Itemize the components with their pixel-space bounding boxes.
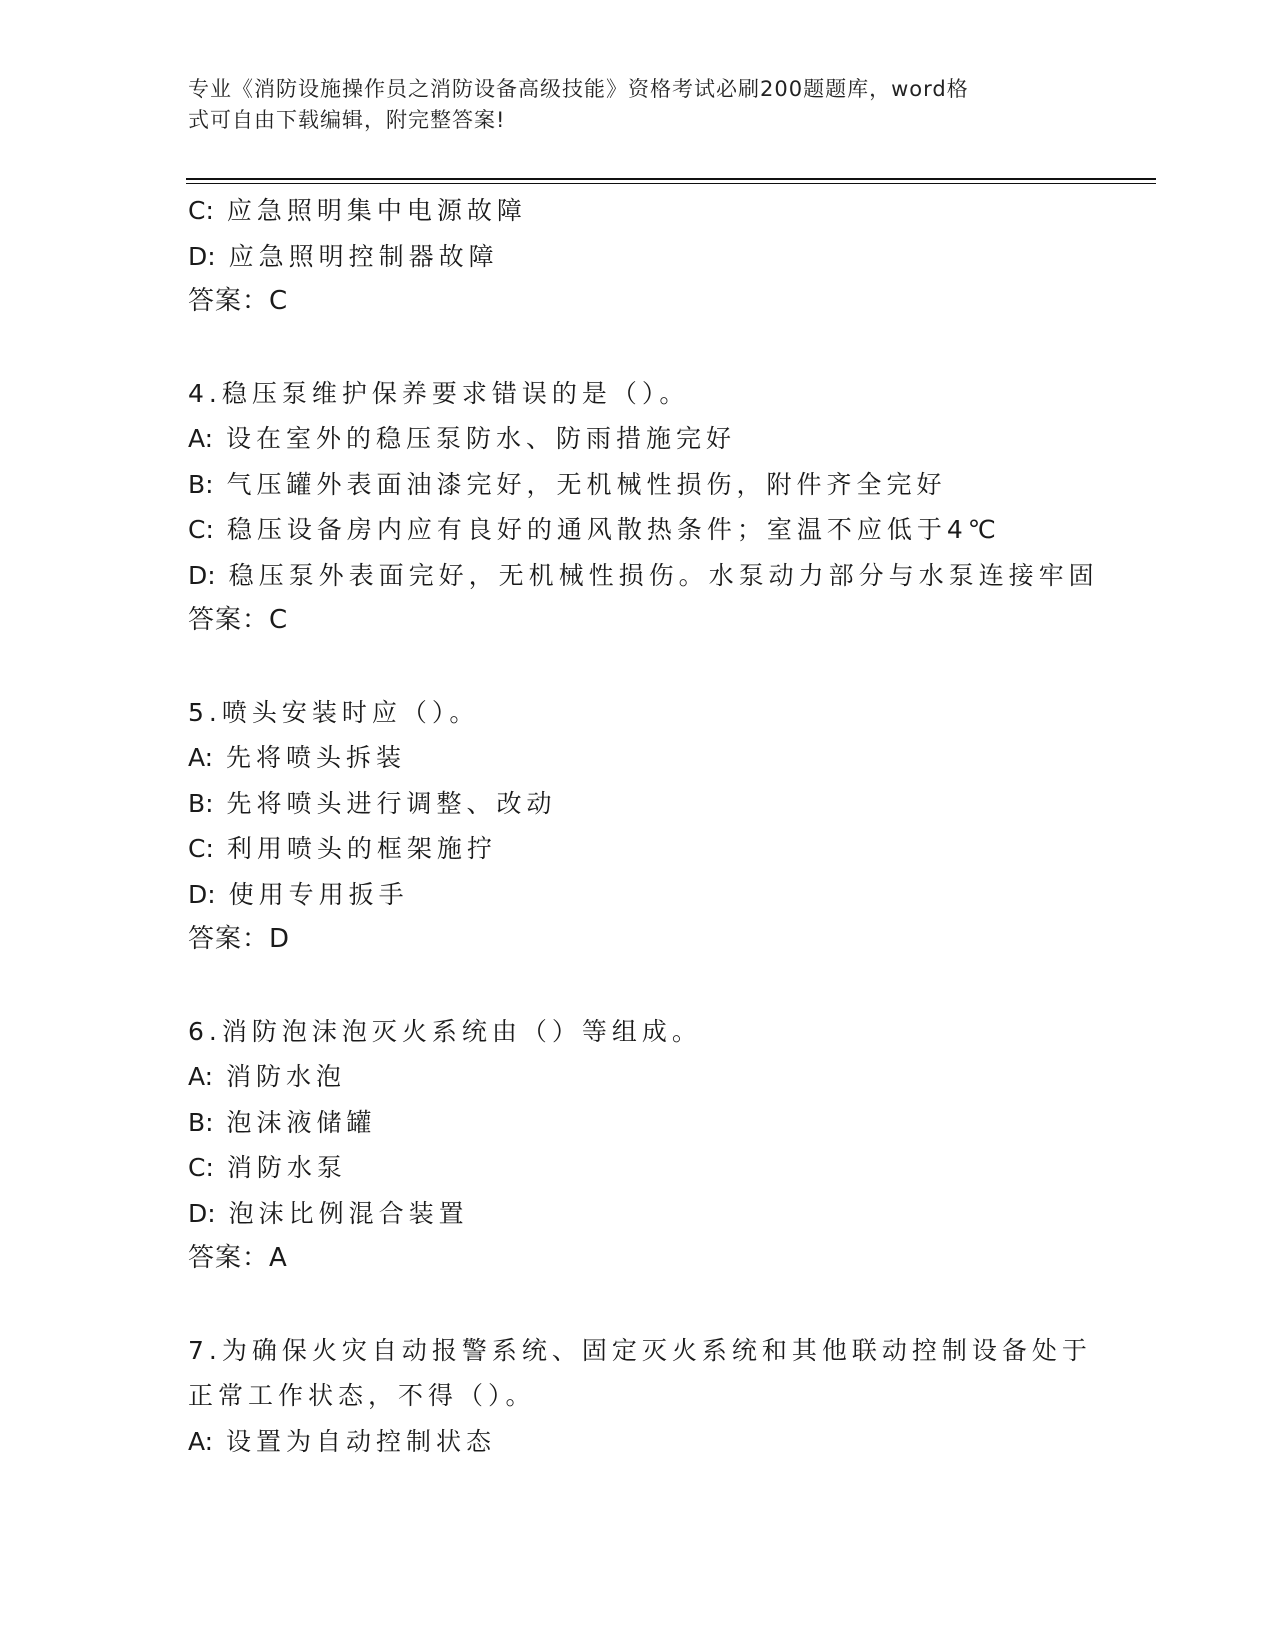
spacer: [188, 1282, 1148, 1328]
header-rule-thin: [186, 183, 1156, 184]
question-stem: 6.消防泡沫泡灭火系统由（）等组成。: [188, 1016, 702, 1046]
option-d: D: 泡沫比例混合装置: [188, 1198, 469, 1228]
spacer: [188, 644, 1148, 690]
header-line-1: 专业《消防设施操作员之消防设备高级技能》资格考试必刷200题题库，word格: [188, 77, 969, 101]
option-d: D: 使用专用扳手: [188, 879, 409, 909]
option-d: D: 稳压泵外表面完好，无机械性损伤。水泵动力部分与水泵连接牢固: [188, 560, 1099, 590]
option-c: C: 应急照明集中电源故障: [188, 196, 527, 225]
option-c: C: 稳压设备房内应有良好的通风散热条件；室温不应低于4℃: [188, 515, 1001, 544]
question-stem-line-1: 7.为确保火灾自动报警系统、固定灭火系统和其他联动控制设备处于: [188, 1335, 1092, 1365]
question-list: [188, 188, 1148, 1464]
question-stem: 4.稳压泵维护保养要求错误的是（）。: [188, 378, 690, 408]
option-b: B: 先将喷头进行调整、改动: [188, 788, 557, 818]
question-stem: 5.喷头安装时应（）。: [188, 697, 480, 727]
option-a: A: 设置为自动控制状态: [188, 1426, 497, 1456]
question-stem-line-2: 正常工作状态，不得（）。: [188, 1381, 536, 1410]
answer-line: 答案：A: [188, 1243, 288, 1273]
spacer: [188, 325, 1148, 371]
option-b: B: 气压罐外表面油漆完好，无机械性损伤，附件齐全完好: [188, 469, 947, 499]
option-c: C: 消防水泵: [188, 1153, 347, 1182]
option-d: D: 应急照明控制器故障: [188, 241, 499, 271]
option-a: A: 消防水泡: [188, 1062, 347, 1091]
answer-line: 答案：C: [188, 286, 289, 316]
option-a: A: 先将喷头拆装: [188, 743, 407, 772]
header-line-2: 式可自由下载编辑，附完整答案!: [188, 108, 506, 132]
option-b: B: 泡沫液储罐: [188, 1107, 377, 1137]
header-rule-thick: [186, 178, 1156, 180]
spacer: [188, 963, 1148, 1009]
option-c: C: 利用喷头的框架施拧: [188, 834, 497, 863]
answer-line: 答案：D: [188, 924, 291, 954]
answer-line: 答案：C: [188, 605, 289, 635]
document-header: [188, 74, 1068, 136]
option-a: A: 设在室外的稳压泵防水、防雨措施完好: [188, 424, 737, 453]
